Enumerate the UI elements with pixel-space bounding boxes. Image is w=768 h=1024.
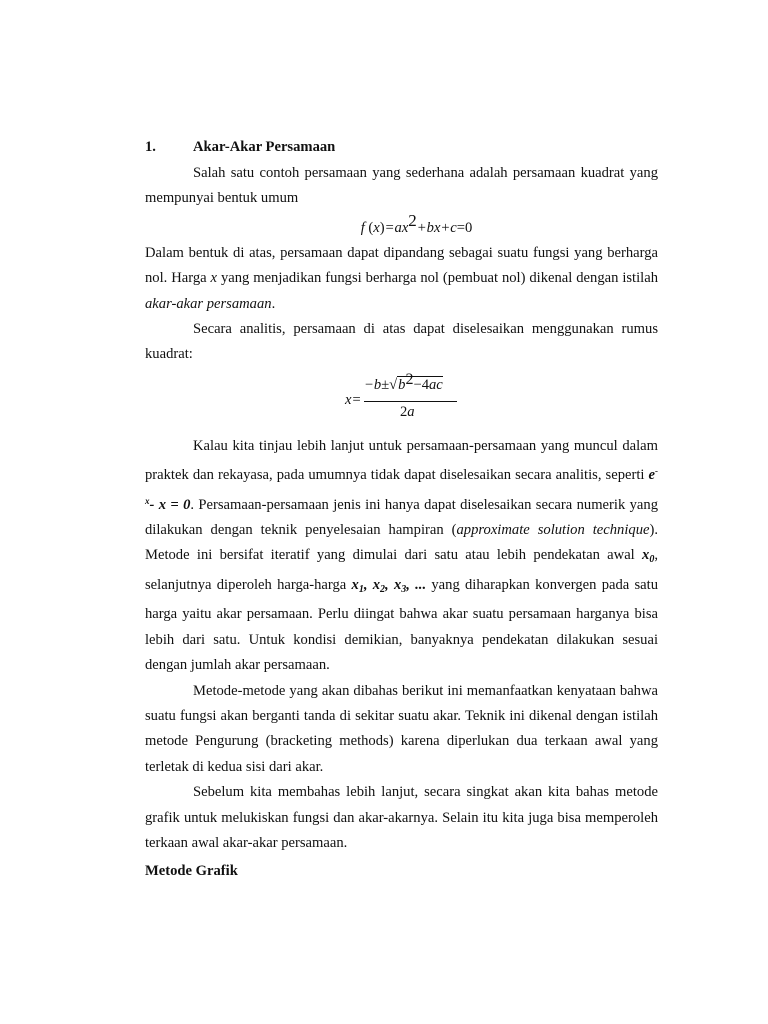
equation-quadratic-form: f (x)=ax2+bx+c=0 — [360, 210, 473, 236]
section-number: 1. — [145, 139, 156, 155]
formula-denominator: 2a — [400, 403, 415, 420]
term-approximate: approximate solution technique — [456, 522, 650, 539]
paragraph-definition: Dalam bentuk di atas, persamaan dapat dipandang sebagai suatu fungsi yang berharga nol. Harga x yang menjadikan fungsi berharga nol (pembuat nol) dikenal dengan istilah akar-akar persamaan. — [145, 244, 658, 312]
section-heading — [145, 137, 658, 157]
paragraph-numeric: Kalau kita tinjau lebih lanjut untuk persamaan-persamaan yang muncul dalam praktek dan rekayasa, pada umumnya tidak dapat diselesaikan secara analitis, seperti $e^{-x}-$ x = 0. Persamaan-persamaan jenis ini hanya dapat diselesaikan secara numerik yang dilakukan dengan teknik penyelesaian hampiran (approximate solution technique). Metode ini bersifat iteratif yang dimulai dari satu atau lebih pendekatan awal $x_0$, selanjutnya diperoleh harga-harga $x_1$, $x_2$, $x_3$, ... yang diharapkan konvergen pada satu harga yaitu akar persamaan. Perlu diingat bahwa akar suatu persamaan harganya bisa lebih dari satu. Untuk kondisi demikian, banyaknya pendekatan dilakukan sesuai dengan jumlah akar persamaan. — [145, 437, 659, 674]
section-title: Akar-Akar Persamaan — [193, 139, 336, 155]
term-akar-akar: akar-akar persamaan — [145, 295, 272, 312]
expr-exp-equation: $e^{-x}-$ x = 0 — [145, 466, 658, 513]
paragraph-intro: Salah satu contoh persamaan yang sederhana adalah persamaan kuadrat yang mempunyai bentuk umum — [145, 165, 658, 207]
paragraph-bracketing: Metode-metode yang akan dibahas berikut ini memanfaatkan kenyataan bahwa suatu fungsi akan berganti tanda di sekitar suatu akar. Teknik ini dikenal dengan istilah metode Pengurung (bracketing methods) karena diperlukan dua terkaan awal yang terletak di kedua sisi dari akar. — [145, 682, 658, 775]
equation-quadratic-formula: x= −b±√b2−4ac 2a — [145, 370, 658, 430]
paragraph-graphic-intro: Sebelum kita membahas lebih lanjut, secara singkat akan kita bahas metode grafik untuk melukiskan fungsi dan akar-akarnya. Selain itu kita juga bisa memperoleh terkaan awal akar-akar persamaan. — [145, 784, 658, 851]
document-body — [145, 137, 658, 884]
subheading-metode-grafik: Metode Grafik — [145, 863, 238, 880]
formula-numerator: −b±√b2−4ac — [364, 370, 443, 393]
paragraph-analytic: Secara analitis, persamaan di atas dapat diselesaikan menggunakan rumus kuadrat: — [145, 321, 658, 363]
fraction-bar — [364, 401, 457, 402]
